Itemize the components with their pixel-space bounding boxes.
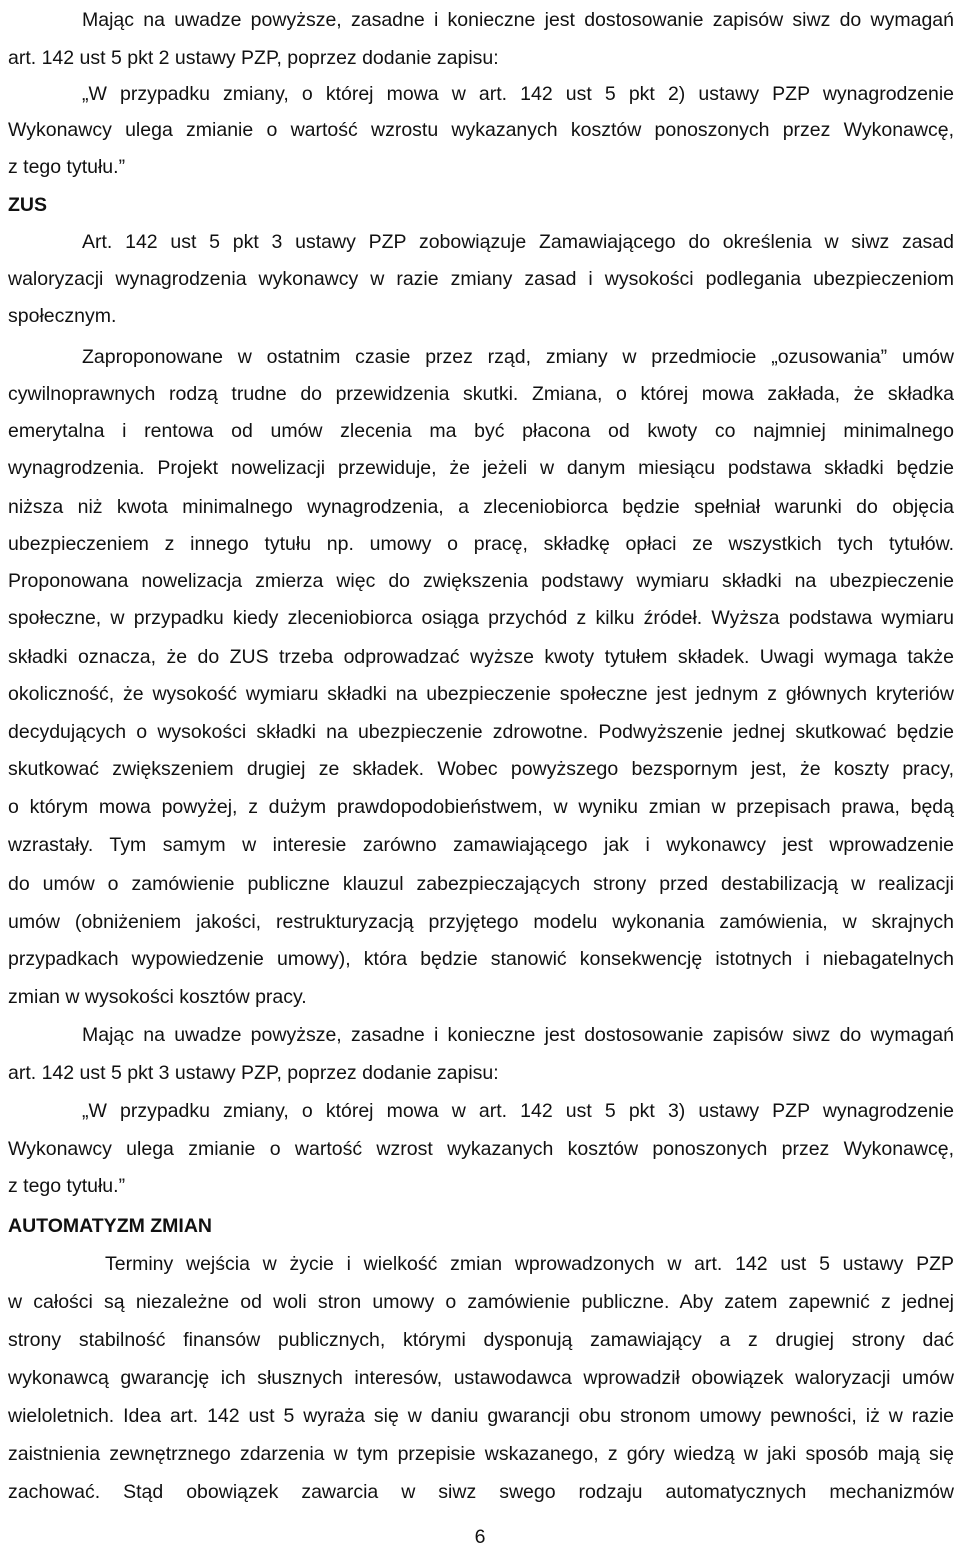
paragraph-line: wynagrodzenia. Projekt nowelizacji przewiduje, że jeżeli w danym miesiącu podstawa składki będzie — [8, 457, 954, 479]
paragraph-line: wieloletnich. Idea art. 142 ust 5 wyraża się w daniu gwarancji obu stronom umowy pewności, iż w razie — [8, 1405, 954, 1427]
paragraph-line: ubezpieczeniem z innego tytułu np. umowy o pracę, składkę opłaci ze wszystkich tych tytułów. — [8, 533, 954, 555]
paragraph-line: zaistnienia zewnętrznego zdarzenia w tym przepisie wskazanego, z góry wiedzą w jaki sposób mają się — [8, 1443, 954, 1465]
paragraph-line: okoliczność, że wysokość wymiaru składki na ubezpieczenie społeczne jest jednym z głównych kryteriów — [8, 683, 954, 705]
quote-line: „W przypadku zmiany, o której mowa w art. 142 ust 5 pkt 3) ustawy PZP wynagrodzenie — [82, 1100, 954, 1122]
paragraph-line: wzrastały. Tym samym w interesie zarówno zamawiającego jak i wykonawcy jest wprowadzenie — [8, 834, 954, 856]
paragraph-line: niższa niż kwota minimalnego wynagrodzenia, a zleceniobiorca będzie spełniał warunki do objęcia — [8, 496, 954, 518]
paragraph-line: Terminy wejścia w życie i wielkość zmian wprowadzonych w art. 142 ust 5 ustawy PZP — [105, 1253, 954, 1275]
section-heading-automatyzm: AUTOMATYZM ZMIAN — [8, 1215, 212, 1237]
quote-line: z tego tytułu.” — [8, 156, 126, 178]
quote-line: Wykonawcy ulega zmianie o wartość wzrostu wykazanych kosztów ponoszonych przez Wykonawcę, — [8, 119, 954, 141]
paragraph-line: Zaproponowane w ostatnim czasie przez rząd, zmiany w przedmiocie „ozusowania” umów — [82, 346, 954, 368]
paragraph-line: społecznym. — [8, 305, 117, 327]
page-number: 6 — [474, 1526, 486, 1548]
quote-line: „W przypadku zmiany, o której mowa w art. 142 ust 5 pkt 2) ustawy PZP wynagrodzenie — [82, 83, 954, 105]
quote-line: z tego tytułu.” — [8, 1175, 126, 1197]
paragraph-line: strony stabilność finansów publicznych, którymi dysponują zamawiający a z drugiej strony dać — [8, 1329, 954, 1351]
paragraph-line: zachować. Stąd obowiązek zawarcia w siwz swego rodzaju automatycznych mechanizmów — [8, 1481, 954, 1503]
paragraph-line: Mając na uwadze powyższe, zasadne i konieczne jest dostosowanie zapisów siwz do wymagań — [82, 1024, 954, 1046]
paragraph-line: zmian w wysokości kosztów pracy. — [8, 986, 307, 1008]
paragraph-line: społeczne, w przypadku kiedy zleceniobiorca osiąga przychód z kilku źródeł. Wyższa podstawa wymiaru — [8, 607, 954, 629]
paragraph-line: Mając na uwadze powyższe, zasadne i konieczne jest dostosowanie zapisów siwz do wymagań — [82, 9, 954, 31]
paragraph-line: skutkować zwiększeniem drugiej ze składek. Wobec powyższego bezspornym jest, że koszty pracy, — [8, 758, 954, 780]
paragraph-line: decydujących o wysokości składki na ubezpieczenie zdrowotne. Podwyższenie jednej skutkować będzie — [8, 721, 954, 743]
paragraph-line: cywilnoprawnych rodzą trudne do przewidzenia skutki. Zmiana, o której mowa zakłada, że składka — [8, 383, 954, 405]
paragraph-line: waloryzacji wynagrodzenia wykonawcy w razie zmiany zasad i wysokości podlegania ubezpieczeniom — [8, 268, 954, 290]
paragraph-line: Proponowana nowelizacja zmierza więc do zwiększenia podstawy wymiaru składki na ubezpieczenie — [8, 570, 954, 592]
paragraph-line: przypadkach wypowiedzenie umowy), która będzie stanowić konsekwencję istotnych i niebagatelnych — [8, 948, 954, 970]
paragraph-line: w całości są niezależne od woli stron umowy o zamówienie publiczne. Aby zatem zapewnić z jednej — [8, 1291, 954, 1313]
paragraph-line: art. 142 ust 5 pkt 3 ustawy PZP, poprzez dodanie zapisu: — [8, 1062, 499, 1084]
paragraph-line: składki oznacza, że do ZUS trzeba odprowadzać wyższe kwoty tytułem składek. Uwagi wymaga także — [8, 646, 954, 668]
paragraph-line: Art. 142 ust 5 pkt 3 ustawy PZP zobowiązuje Zamawiającego do określenia w siwz zasad — [82, 231, 954, 253]
paragraph-line: emerytalna i rentowa od umów zlecenia ma być płacona od kwoty co najmniej minimalnego — [8, 420, 954, 442]
paragraph-line: o którym mowa powyżej, z dużym prawdopodobieństwem, w wyniku zmian w przepisach prawa, będą — [8, 796, 954, 818]
paragraph-line: wykonawcą gwarancję ich słusznych interesów, ustawodawca wprowadził obowiązek waloryzacji umów — [8, 1367, 954, 1389]
quote-line: Wykonawcy ulega zmianie o wartość wzrost wykazanych kosztów ponoszonych przez Wykonawcę, — [8, 1138, 954, 1160]
paragraph-line: umów (obniżeniem jakości, restrukturyzacją przyjętego modelu wykonania zamówienia, w skrajnych — [8, 911, 954, 933]
paragraph-line: do umów o zamówienie publiczne klauzul zabezpieczających strony przed destabilizacją w realizacji — [8, 873, 954, 895]
paragraph-line: art. 142 ust 5 pkt 2 ustawy PZP, poprzez dodanie zapisu: — [8, 47, 499, 69]
section-heading-zus: ZUS — [8, 194, 47, 216]
